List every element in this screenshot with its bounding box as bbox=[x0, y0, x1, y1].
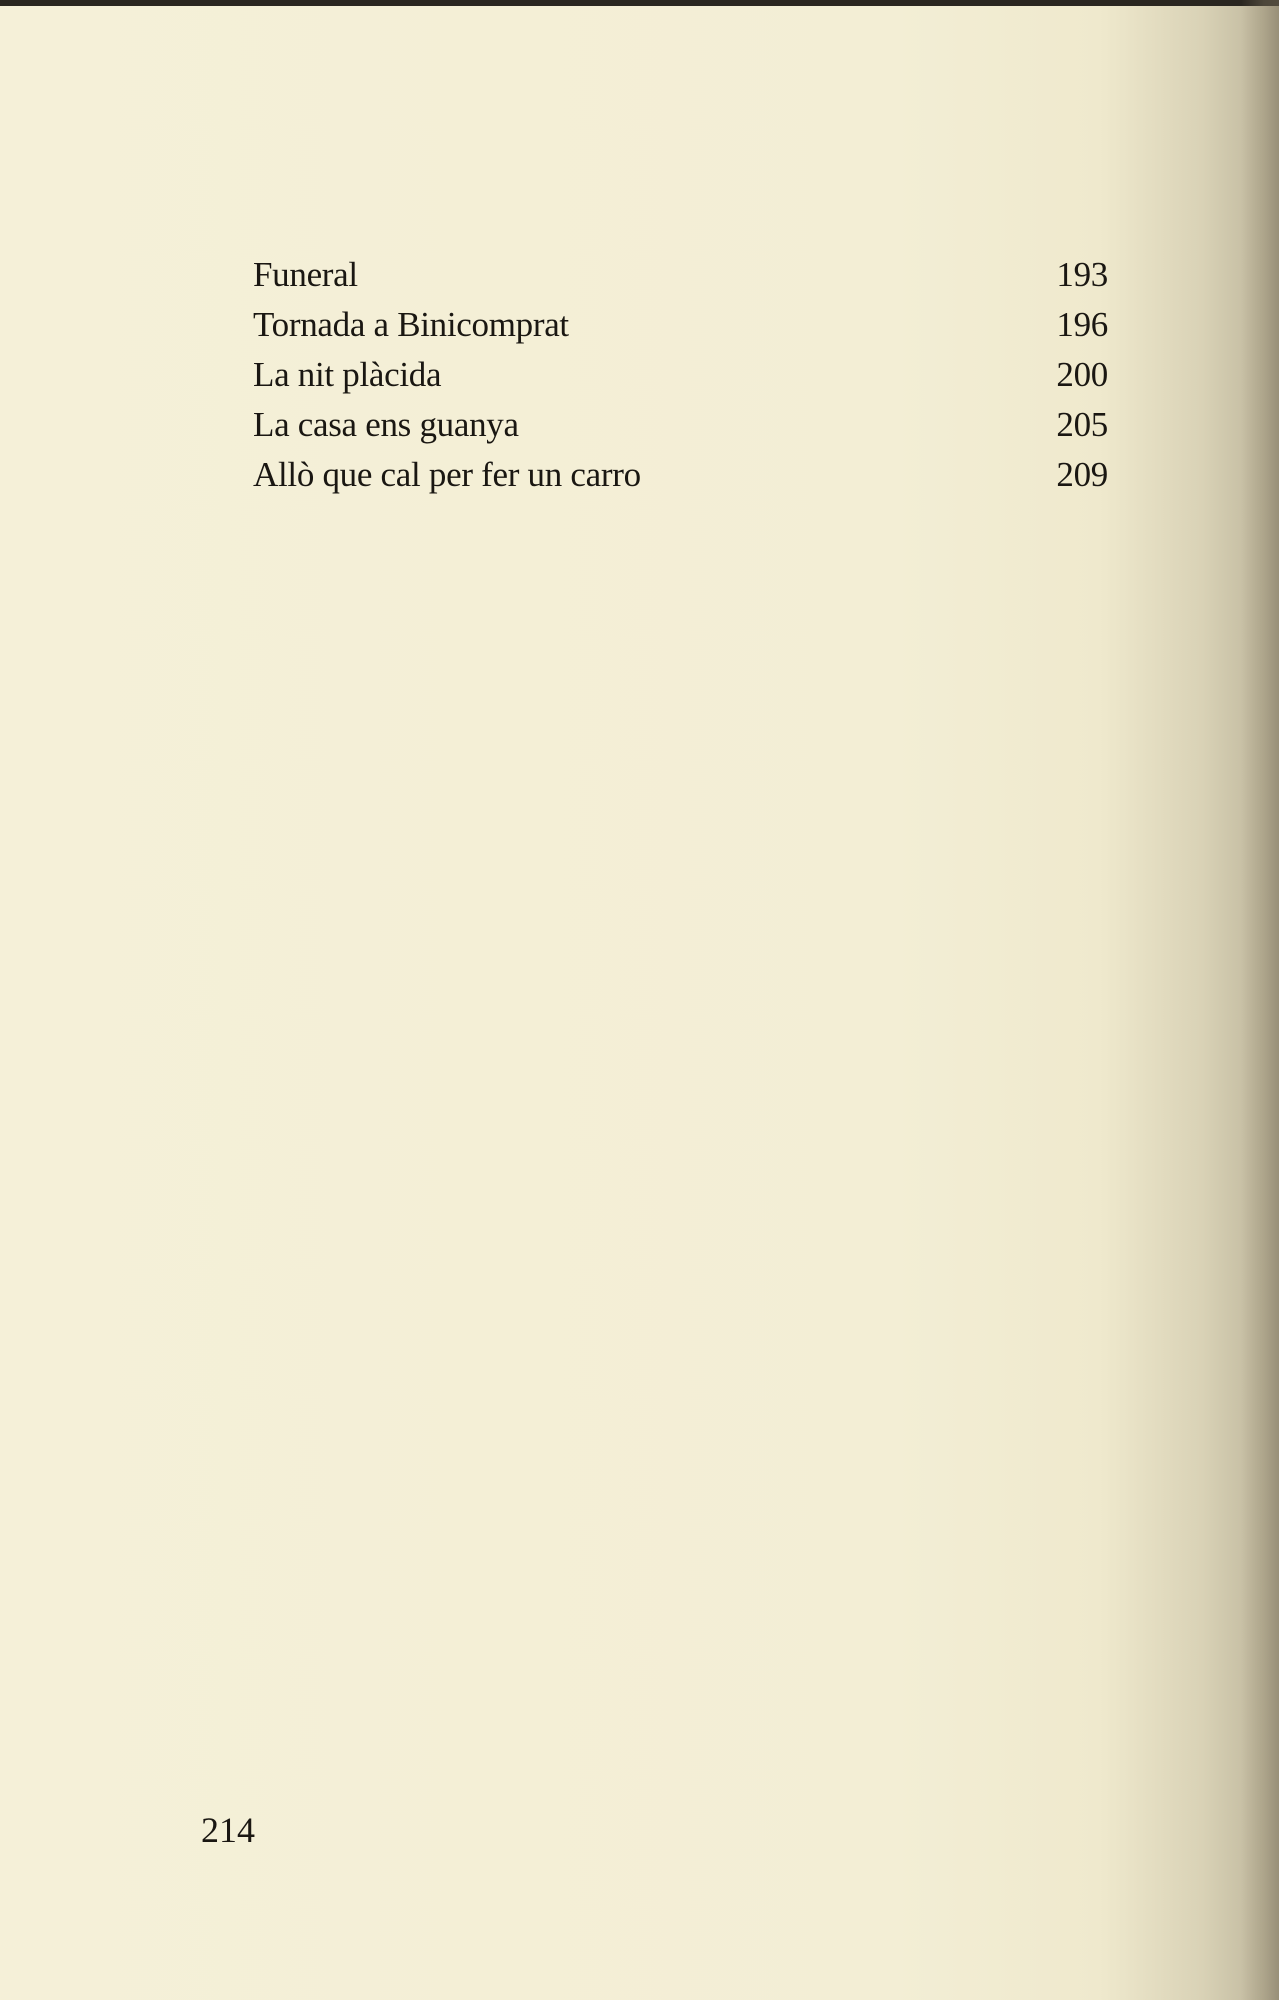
page-gutter-shadow bbox=[1241, 0, 1279, 2000]
toc-entry bbox=[253, 350, 1108, 400]
table-of-contents bbox=[253, 250, 1108, 500]
page-top-edge bbox=[0, 0, 1279, 6]
toc-entry bbox=[253, 250, 1108, 300]
toc-entry-page: 209 bbox=[1056, 455, 1108, 494]
page-number: 214 bbox=[201, 1810, 255, 1850]
toc-entry-title: La casa ens guanya bbox=[253, 405, 519, 444]
toc-entry-page: 196 bbox=[1056, 305, 1108, 344]
toc-entry bbox=[253, 450, 1108, 500]
toc-entry-title: La nit plàcida bbox=[253, 355, 442, 394]
toc-entry-title: Allò que cal per fer un carro bbox=[253, 455, 641, 494]
toc-entry bbox=[253, 300, 1108, 350]
toc-entry-title: Tornada a Binicomprat bbox=[253, 305, 569, 344]
toc-entry-page: 205 bbox=[1056, 405, 1108, 444]
toc-entry bbox=[253, 400, 1108, 450]
toc-entry-title: Funeral bbox=[253, 255, 358, 294]
toc-entry-page: 193 bbox=[1056, 255, 1108, 294]
toc-entry-page: 200 bbox=[1056, 355, 1108, 394]
